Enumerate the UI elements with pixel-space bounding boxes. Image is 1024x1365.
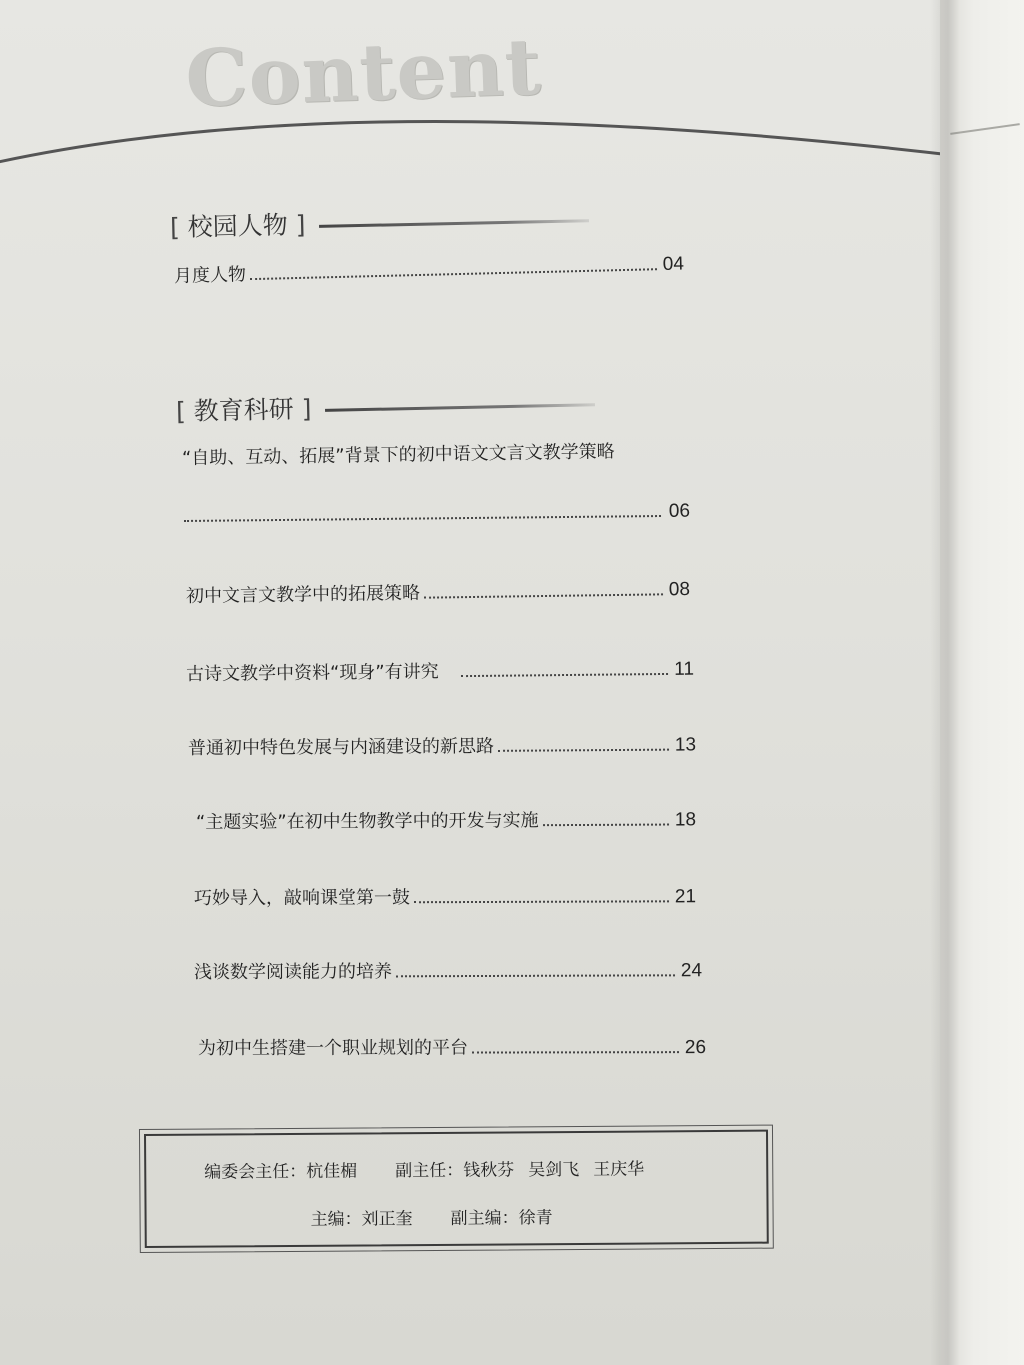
adjacent-page-rule (950, 123, 1020, 135)
toc-entry[interactable] (186, 575, 690, 608)
toc-entry-title: 为初中生搭建一个职业规划的平台 (197, 1037, 469, 1059)
section-heading-rule (325, 403, 595, 412)
toc-entry-title: 浅谈数学阅读能力的培养 (193, 961, 393, 983)
deputy-director-name: 王庆华 (593, 1159, 645, 1180)
page-title: Content (184, 21, 544, 125)
toc-entry[interactable] (182, 437, 615, 470)
deputy-director-label: 副主任： (395, 1160, 464, 1182)
editorial-line-directors (204, 1155, 644, 1183)
toc-entry-page: 21 (674, 886, 697, 908)
toc-entry-page: 13 (674, 734, 697, 756)
section-heading-rule (319, 219, 589, 228)
toc-entry-page: 04 (662, 253, 685, 276)
dot-leader (472, 1051, 679, 1053)
dot-leader (461, 673, 669, 677)
dot-leader (498, 749, 669, 752)
dot-leader (184, 515, 661, 522)
toc-entry[interactable] (188, 730, 696, 760)
deputy-editor-label: 副主编： (450, 1208, 519, 1229)
dot-leader (250, 268, 657, 280)
editor-label: 主编： (310, 1209, 362, 1230)
toc-entry-page: 06 (668, 500, 691, 522)
bracket-left: [ (169, 212, 189, 242)
toc-entry-title: 古诗文教学中资料“现身”有讲究 (185, 661, 439, 685)
toc-entry-continuation[interactable] (184, 501, 690, 528)
bracket-right: ] (293, 394, 312, 424)
toc-entry[interactable] (186, 655, 694, 686)
section-heading-campus-people (170, 199, 590, 244)
director-name: 杭佳楣 (306, 1161, 358, 1182)
toc-entry-title: “主题实验”在初中生物教学中的开发与实施 (195, 810, 539, 833)
section-heading-education-research (176, 383, 596, 428)
toc-entry[interactable] (194, 956, 702, 984)
page-fold-shadow (930, 0, 960, 1365)
editor-name: 刘正奎 (361, 1209, 413, 1230)
editorial-line-editors (310, 1203, 552, 1230)
toc-entry[interactable] (174, 250, 684, 288)
dot-leader (543, 824, 669, 827)
dot-leader (396, 974, 675, 977)
director-label: 编委会主任： (204, 1161, 307, 1183)
title-underline-curve (0, 108, 968, 180)
section-heading-label: 教育科研 (193, 394, 295, 426)
toc-entry-page: 24 (680, 960, 703, 982)
bracket-right: ] (287, 210, 306, 240)
toc-entry-title: 初中文言文教学中的拓展策略 (185, 582, 421, 607)
bracket-left: [ (175, 396, 195, 426)
toc-entry[interactable] (198, 1033, 706, 1060)
deputy-editor-name: 徐青 (518, 1208, 553, 1229)
toc-entry-page: 18 (674, 809, 697, 831)
toc-entry-title: 普通初中特色发展与内涵建设的新思路 (187, 735, 495, 759)
dot-leader (414, 900, 669, 903)
dot-leader (424, 593, 663, 598)
toc-entry-title: 月度人物 (173, 264, 247, 287)
toc-entry-page: 26 (684, 1037, 707, 1059)
section-heading-label: 校园人物 (187, 210, 289, 242)
toc-entry[interactable] (194, 882, 696, 910)
toc-entry-page: 08 (668, 578, 691, 601)
editorial-board-box (144, 1130, 769, 1248)
toc-entry-page: 11 (674, 658, 695, 680)
toc-entry-title: 巧妙导入，敲响课堂第一鼓 (193, 887, 411, 909)
toc-entry-title: “自助、互动、拓展”背景下的初中语文文言文教学策略 (181, 441, 615, 469)
deputy-director-name: 钱秋芬 (463, 1160, 515, 1181)
toc-entry[interactable] (196, 805, 696, 834)
deputy-director-name: 吴剑飞 (528, 1159, 580, 1181)
